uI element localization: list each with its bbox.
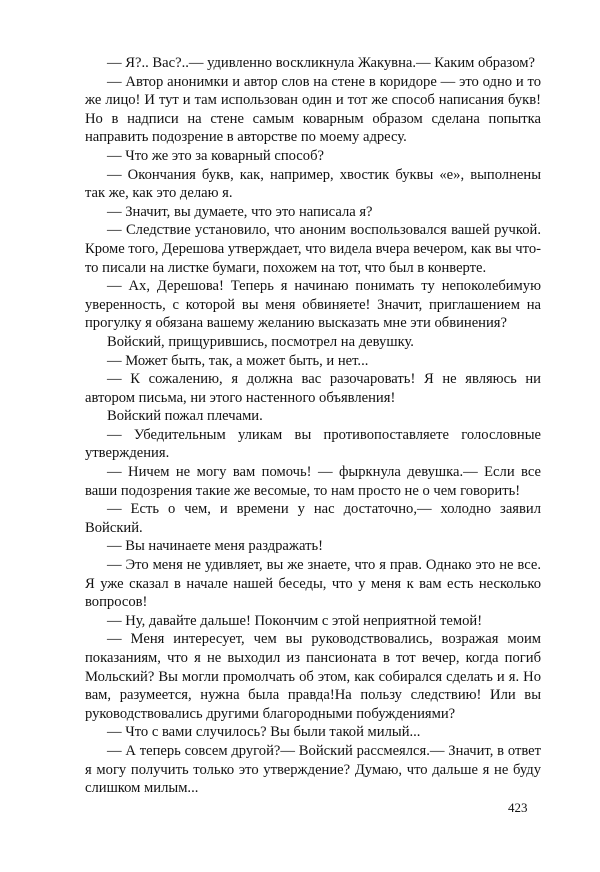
paragraph: — А теперь совсем другой?— Войский рассмеялся.— Значит, в ответ я могу получить только это утверждение? Думаю, что дальше я не буду слишком милым... [85,742,541,797]
paragraph: — Есть о чем, и времени у нас достаточно,— холодно заявил Войский. [85,501,541,536]
page-body [85,54,541,798]
paragraph: — Окончания букв, как, например, хвостик буквы «е», выполнены так же, как это делаю я. [85,166,541,202]
paragraph: — Ах, Дерешова! Теперь я начинаю понимать ту непоколебимую уверенность, с которой вы меня обвиняете! Значит, приглашением на прогулку я обязана вашему желанию высказать мне эти обвинения? [85,278,541,332]
paragraph: Войский, прищурившись, посмотрел на девушку. [107,333,414,350]
paragraph: — Убедительным уликам вы противопоставляете голословные утверждения. [85,426,541,462]
paragraph: Войский пожал плечами. [107,408,263,425]
paragraph: — Вы начинаете меня раздражать! [107,538,323,555]
paragraph: — Меня интересует, чем вы руководствовались, возражая моим показаниям, что я не выходил из пансионата в тот вечер, когда погиб Мольский? Вы могли промолчать об этом, как собирался сделать и я. Но вам, разумеется, нужна была правда!На пользу следствию! Или вы руководствовались другими благородными побуждениями? [85,631,541,722]
paragraph: — Значит, вы думаете, что это написала я? [107,203,373,220]
paragraph: — Ничем не могу вам помочь! — фыркнула девушка.— Если все ваши подозрения такие же весомые, то нам просто не о чем говорить! [85,464,541,499]
paragraph: — Я?.. Вас?..— удивленно воскликнула Жакувна.— Каким образом? [107,55,535,71]
paragraph: — Может быть, так, а может быть, и нет... [107,352,369,369]
paragraph: — Что же это за коварный способ? [107,147,324,164]
paragraph: — Следствие установило, что аноним воспользовался вашей ручкой. Кроме того, Дерешова утверждает, что видела вчера вечером, как вы что-то писали на листке бумаги, похожем на тот, что был в конверте. [85,222,541,276]
paragraph: — Что с вами случилось? Вы были такой милый... [107,724,421,741]
paragraph: — К сожалению, я должна вас разочаровать! Я не являюсь ни автором письма, ни этого настенного объявления! [85,371,541,406]
paragraph: — Ну, давайте дальше! Покончим с этой неприятной темой! [107,612,483,629]
paragraph: — Автор анонимки и автор слов на стене в коридоре — это одно и то же лицо! И тут и там использован один и тот же способ написания букв! Но в надписи на стене самым коварным образом сделана попытка направить подозрение в авторстве по моему адресу. [85,73,541,146]
page-number: 423 [508,800,528,815]
paragraph: — Это меня не удивляет, вы же знаете, что я прав. Однако это не все. Я уже сказал в начале нашей беседы, что у меня к вам есть несколько вопросов! [85,557,541,611]
